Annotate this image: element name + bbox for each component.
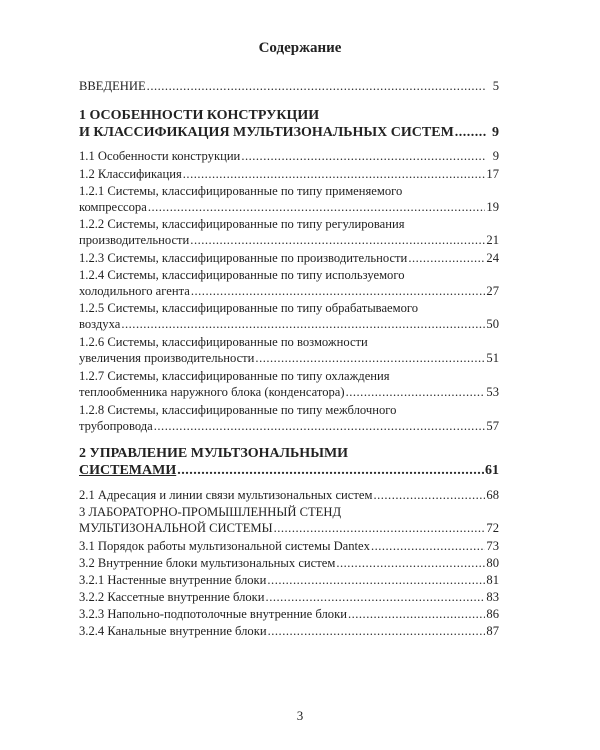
toc-title: Содержание	[258, 40, 342, 56]
toc-page-number: 72	[486, 521, 499, 535]
toc-page-number: 27	[486, 284, 499, 298]
leader-dots	[408, 250, 485, 266]
toc-entry-1-2-7[interactable]	[79, 368, 499, 400]
toc-entry-label: 1.1 Особенности конструкции	[79, 149, 241, 163]
toc-entry-2-1[interactable]	[79, 487, 499, 503]
toc-entry-label-line1: 3 ЛАБОРАТОРНО-ПРОМЫШЛЕННЫЙ СТЕНД	[79, 505, 342, 519]
toc-page-number: 61	[485, 463, 499, 478]
toc-entry-3-2[interactable]	[79, 555, 499, 571]
toc-entry-label: компрессора	[79, 200, 147, 214]
toc-entry-label: МУЛЬТИЗОНАЛЬНОЙ СИСТЕМЫ	[79, 521, 273, 535]
leader-dots	[183, 166, 486, 182]
leader-dots	[267, 572, 485, 588]
toc-entry-1-1[interactable]	[79, 148, 499, 164]
leader-dots	[148, 199, 486, 215]
toc-entry-chapter-3[interactable]	[79, 504, 499, 536]
toc-page-number: 17	[486, 167, 499, 181]
toc-page-number: 53	[486, 385, 499, 399]
leader-dots	[191, 283, 486, 299]
leader-dots	[268, 623, 486, 639]
toc-page-number: 5	[492, 79, 499, 93]
toc-page-number: 51	[486, 351, 499, 365]
leader-dots	[348, 606, 485, 622]
toc-page-number: 80	[486, 556, 499, 570]
toc-page-number: 81	[486, 573, 499, 587]
toc-entry-label: 1.2 Классификация	[79, 167, 182, 181]
toc-entry-label: 3.1 Порядок работы мультизональной системы Dantex	[79, 539, 370, 553]
toc-entry-label-line1: 1.2.5 Системы, классифицированные по типу обрабатываемого	[79, 301, 419, 315]
toc-page-number: 24	[486, 251, 499, 265]
toc-entry-1-2-4[interactable]	[79, 267, 499, 299]
toc-entry-label: увеличения производительности	[79, 351, 255, 365]
toc-entry-label: воздуха	[79, 317, 121, 331]
toc-entry-1-2-3[interactable]	[79, 250, 499, 266]
toc-entry-1-2[interactable]	[79, 166, 499, 182]
toc-entry-3-2-1[interactable]	[79, 572, 499, 588]
toc-entry-label-line1: 1.2.1 Системы, классифицированные по типу применяемого	[79, 184, 403, 198]
toc-page-number: 73	[486, 539, 499, 553]
leader-dots	[255, 350, 485, 366]
leader-dots	[274, 520, 486, 536]
leader-dots	[455, 124, 486, 141]
toc-entry-label-line1: 1.2.4 Системы, классифицированные по типу используемого	[79, 268, 405, 282]
toc-page-number: 21	[486, 233, 499, 247]
leader-dots	[266, 589, 486, 605]
toc-entry-label: СИСТЕМАМИ	[79, 463, 177, 478]
toc-entry-1-2-5[interactable]	[79, 300, 499, 332]
toc-entry-label: холодильного агента	[79, 284, 190, 298]
toc-entry-chapter-1[interactable]	[79, 107, 499, 141]
toc-entry-label: 3.2.2 Кассетные внутренние блоки	[79, 590, 265, 604]
toc-page-number: 87	[486, 624, 499, 638]
toc-entry-label-line1: 1.2.2 Системы, классифицированные по типу регулирования	[79, 217, 405, 231]
toc-entry-label: 3.2.4 Канальные внутренние блоки	[79, 624, 267, 638]
toc-entry-label-line1: 1 ОСОБЕННОСТИ КОНСТРУКЦИИ	[79, 108, 320, 123]
toc-page-number: 68	[486, 488, 499, 502]
toc-page-number: 50	[486, 317, 499, 331]
leader-dots	[121, 316, 485, 332]
toc-entry-1-2-2[interactable]	[79, 216, 499, 248]
toc-page-number: 57	[486, 419, 499, 433]
toc-entry-3-1[interactable]	[79, 538, 499, 554]
toc-page-number: 9	[492, 149, 499, 163]
toc-entry-1-2-8[interactable]	[79, 402, 499, 434]
toc-entry-label-line1: 1.2.6 Системы, классифицированные по возможности	[79, 335, 368, 349]
toc-entry-label-line1: 1.2.7 Системы, классифицированные по типу охлаждения	[79, 369, 390, 383]
leader-dots	[147, 78, 486, 94]
toc-entry-3-2-2[interactable]	[79, 589, 499, 605]
toc-entry-label-line1: 1.2.8 Системы, классифицированные по типу межблочного	[79, 403, 397, 417]
toc-entry-chapter-2[interactable]	[79, 445, 499, 479]
toc-entry-3-2-3[interactable]	[79, 606, 499, 622]
toc-entry-intro[interactable]	[79, 78, 499, 94]
leader-dots	[154, 418, 486, 434]
toc-page-number: 9	[492, 125, 499, 140]
leader-dots	[346, 384, 486, 400]
toc-entry-label: 3.2.1 Настенные внутренние блоки	[79, 573, 267, 587]
toc-page-number: 19	[486, 200, 499, 214]
page-number: 3	[296, 708, 304, 723]
toc-entry-label: теплообменника наружного блока (конденсатора)	[79, 385, 345, 399]
leader-dots	[190, 232, 485, 248]
toc-entry-label: 3.2.3 Напольно-подпотолочные внутренние блоки	[79, 607, 347, 621]
leader-dots	[371, 538, 485, 554]
leader-dots	[373, 487, 485, 503]
leader-dots	[336, 555, 485, 571]
toc-entry-label: производительности	[79, 233, 190, 247]
toc-page-number: 83	[486, 590, 499, 604]
toc-entry-label: трубопровода	[79, 419, 153, 433]
toc-entry-1-2-6[interactable]	[79, 334, 499, 366]
toc-entry-label: 1.2.3 Системы, классифицированные по производительности	[79, 251, 408, 265]
toc-entry-label: ВВЕДЕНИЕ	[79, 79, 146, 93]
toc-entry-label: И КЛАССИФИКАЦИЯ МУЛЬТИЗОНАЛЬНЫХ СИСТЕМ	[79, 125, 454, 140]
toc-page-number: 86	[486, 607, 499, 621]
toc-entry-3-2-4[interactable]	[79, 623, 499, 639]
toc-entry-label: 3.2 Внутренние блоки мультизональных систем	[79, 556, 336, 570]
leader-dots	[241, 148, 486, 164]
toc-entry-1-2-1[interactable]	[79, 183, 499, 215]
leader-dots	[177, 462, 484, 479]
toc-entry-label-line1: 2 УПРАВЛЕНИЕ МУЛЬТЗОНАЛЬНЫМИ	[79, 446, 349, 461]
toc-entry-label: 2.1 Адресация и линии связи мультизональных систем	[79, 488, 373, 502]
